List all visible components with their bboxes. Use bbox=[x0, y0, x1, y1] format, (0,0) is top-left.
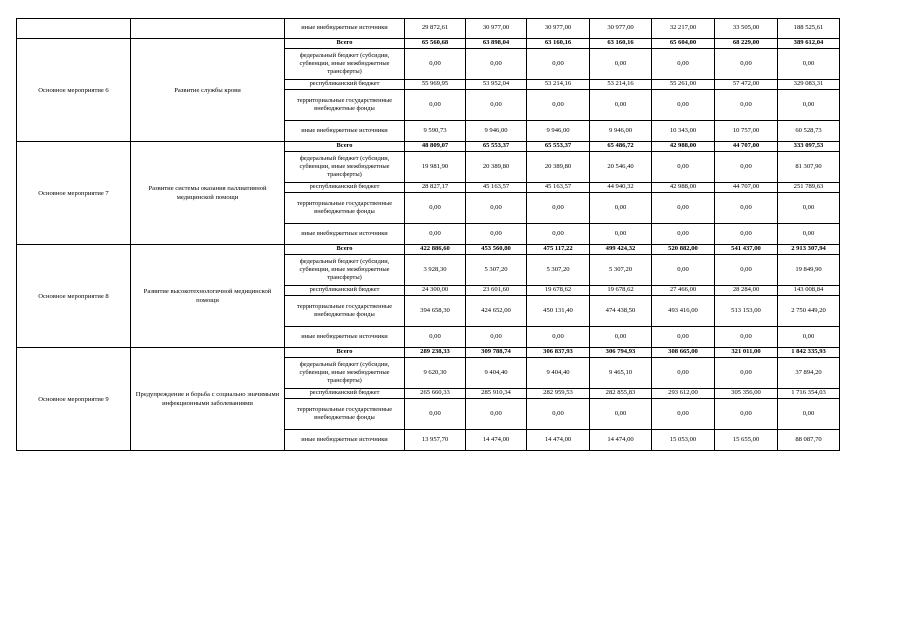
value-cell: 422 886,60 bbox=[405, 245, 466, 255]
value-cell: 305 356,00 bbox=[715, 389, 778, 399]
source-total: Всего bbox=[285, 39, 405, 49]
value-cell: 0,00 bbox=[466, 90, 527, 121]
value-cell: 0,00 bbox=[590, 224, 652, 245]
value-cell: 308 665,00 bbox=[652, 348, 715, 358]
table-row bbox=[17, 39, 840, 49]
value-cell: 27 466,00 bbox=[652, 286, 715, 296]
value-cell: 329 083,31 bbox=[778, 80, 840, 90]
value-cell: 1 716 354,03 bbox=[778, 389, 840, 399]
event-cell bbox=[17, 19, 131, 39]
value-cell: 53 952,04 bbox=[466, 80, 527, 90]
value-cell: 60 528,73 bbox=[778, 121, 840, 142]
value-cell: 19 849,90 bbox=[778, 255, 840, 286]
source-republic: республиканский бюджет bbox=[285, 286, 405, 296]
value-cell: 0,00 bbox=[715, 90, 778, 121]
value-cell: 0,00 bbox=[778, 327, 840, 348]
value-cell: 0,00 bbox=[405, 399, 466, 430]
value-cell: 0,00 bbox=[590, 49, 652, 80]
value-cell: 53 214,16 bbox=[590, 80, 652, 90]
value-cell: 14 474,00 bbox=[466, 430, 527, 451]
source-total: Всего bbox=[285, 142, 405, 152]
value-cell: 9 946,00 bbox=[527, 121, 590, 142]
value-cell: 45 163,57 bbox=[527, 183, 590, 193]
value-cell: 2 750 449,20 bbox=[778, 296, 840, 327]
value-cell: 9 404,40 bbox=[466, 358, 527, 389]
value-cell: 1 842 335,93 bbox=[778, 348, 840, 358]
value-cell: 0,00 bbox=[590, 193, 652, 224]
value-cell: 42 988,00 bbox=[652, 142, 715, 152]
value-cell: 321 011,00 bbox=[715, 348, 778, 358]
value-cell: 293 612,00 bbox=[652, 389, 715, 399]
value-cell: 44 707,00 bbox=[715, 183, 778, 193]
value-cell: 55 261,00 bbox=[652, 80, 715, 90]
event-title: Предупреждение и борьба с социально значимыми инфекционными заболеваниями bbox=[131, 348, 285, 451]
value-cell: 0,00 bbox=[527, 49, 590, 80]
value-cell: 0,00 bbox=[652, 327, 715, 348]
event-title: Развитие системы оказания паллиативной медицинской помощи bbox=[131, 142, 285, 245]
value-cell: 0,00 bbox=[466, 49, 527, 80]
value-cell: 0,00 bbox=[652, 90, 715, 121]
value-cell: 0,00 bbox=[527, 90, 590, 121]
value-cell: 9 590,73 bbox=[405, 121, 466, 142]
value-cell: 282 855,83 bbox=[590, 389, 652, 399]
value-cell: 5 307,20 bbox=[466, 255, 527, 286]
value-cell: 57 472,00 bbox=[715, 80, 778, 90]
event-title: Развитие службы крови bbox=[131, 39, 285, 142]
value-cell: 28 827,17 bbox=[405, 183, 466, 193]
value-cell: 520 882,00 bbox=[652, 245, 715, 255]
value-cell: 65 553,37 bbox=[527, 142, 590, 152]
value-cell: 0,00 bbox=[778, 193, 840, 224]
budget-table bbox=[16, 18, 840, 451]
event-name: Основное мероприятие 9 bbox=[17, 348, 131, 451]
value-cell: 265 660,33 bbox=[405, 389, 466, 399]
value-cell: 30 977,00 bbox=[466, 19, 527, 39]
value-cell: 394 658,30 bbox=[405, 296, 466, 327]
source-republic: республиканский бюджет bbox=[285, 183, 405, 193]
value-cell: 13 957,70 bbox=[405, 430, 466, 451]
value-cell: 0,00 bbox=[590, 399, 652, 430]
value-cell: 424 652,00 bbox=[466, 296, 527, 327]
value-cell: 29 872,61 bbox=[405, 19, 466, 39]
value-cell: 251 789,63 bbox=[778, 183, 840, 193]
value-cell: 0,00 bbox=[405, 49, 466, 80]
value-cell: 3 928,30 bbox=[405, 255, 466, 286]
event-name: Основное мероприятие 7 bbox=[17, 142, 131, 245]
value-cell: 15 053,00 bbox=[652, 430, 715, 451]
value-cell: 333 097,53 bbox=[778, 142, 840, 152]
value-cell: 0,00 bbox=[527, 399, 590, 430]
value-cell: 33 505,00 bbox=[715, 19, 778, 39]
value-cell: 0,00 bbox=[466, 399, 527, 430]
source-federal: федеральный бюджет (субсидии, субвенции, иные межбюджетные трансферты) bbox=[285, 255, 405, 286]
value-cell: 20 389,80 bbox=[466, 152, 527, 183]
value-cell: 20 546,40 bbox=[590, 152, 652, 183]
value-cell: 65 486,72 bbox=[590, 142, 652, 152]
source-other: иные внебюджетные источники bbox=[285, 224, 405, 245]
value-cell: 474 438,50 bbox=[590, 296, 652, 327]
value-cell: 63 898,04 bbox=[466, 39, 527, 49]
table-row bbox=[17, 245, 840, 255]
value-cell: 453 560,80 bbox=[466, 245, 527, 255]
source-federal: федеральный бюджет (субсидии, субвенции, иные межбюджетные трансферты) bbox=[285, 152, 405, 183]
value-cell: 15 655,00 bbox=[715, 430, 778, 451]
value-cell: 0,00 bbox=[590, 90, 652, 121]
value-cell: 44 940,32 bbox=[590, 183, 652, 193]
source-total: Всего bbox=[285, 348, 405, 358]
source-territorial: территориальные государственные внебюджетные фонды bbox=[285, 90, 405, 121]
value-cell: 88 087,70 bbox=[778, 430, 840, 451]
value-cell: 42 988,00 bbox=[652, 183, 715, 193]
value-cell: 9 946,00 bbox=[466, 121, 527, 142]
value-cell: 0,00 bbox=[715, 152, 778, 183]
value-cell: 450 131,40 bbox=[527, 296, 590, 327]
value-cell: 0,00 bbox=[527, 224, 590, 245]
budget-table-sheet bbox=[16, 18, 840, 451]
table-row bbox=[17, 142, 840, 152]
value-cell: 9 620,30 bbox=[405, 358, 466, 389]
value-cell: 0,00 bbox=[405, 90, 466, 121]
value-cell: 2 913 307,94 bbox=[778, 245, 840, 255]
value-cell: 0,00 bbox=[778, 90, 840, 121]
source-republic: республиканский бюджет bbox=[285, 389, 405, 399]
value-cell: 0,00 bbox=[527, 193, 590, 224]
source-other: иные внебюджетные источники bbox=[285, 19, 405, 39]
source-territorial: территориальные государственные внебюджетные фонды bbox=[285, 296, 405, 327]
value-cell: 0,00 bbox=[715, 399, 778, 430]
value-cell: 24 300,00 bbox=[405, 286, 466, 296]
source-other: иные внебюджетные источники bbox=[285, 327, 405, 348]
source-federal: федеральный бюджет (субсидии, субвенции, иные межбюджетные трансферты) bbox=[285, 49, 405, 80]
value-cell: 0,00 bbox=[778, 399, 840, 430]
value-cell: 0,00 bbox=[652, 358, 715, 389]
value-cell: 493 416,00 bbox=[652, 296, 715, 327]
value-cell: 81 307,90 bbox=[778, 152, 840, 183]
value-cell: 19 981,90 bbox=[405, 152, 466, 183]
value-cell: 30 977,00 bbox=[590, 19, 652, 39]
source-other: иные внебюджетные источники bbox=[285, 430, 405, 451]
value-cell: 9 404,40 bbox=[527, 358, 590, 389]
value-cell: 20 389,80 bbox=[527, 152, 590, 183]
value-cell: 19 678,62 bbox=[527, 286, 590, 296]
source-federal: федеральный бюджет (субсидии, субвенции, иные межбюджетные трансферты) bbox=[285, 358, 405, 389]
value-cell: 0,00 bbox=[652, 399, 715, 430]
value-cell: 0,00 bbox=[715, 358, 778, 389]
event-name: Основное мероприятие 8 bbox=[17, 245, 131, 348]
value-cell: 32 217,00 bbox=[652, 19, 715, 39]
value-cell: 389 612,04 bbox=[778, 39, 840, 49]
value-cell: 0,00 bbox=[778, 49, 840, 80]
table-row bbox=[17, 348, 840, 358]
value-cell: 0,00 bbox=[405, 193, 466, 224]
value-cell: 19 678,62 bbox=[590, 286, 652, 296]
value-cell: 475 117,22 bbox=[527, 245, 590, 255]
value-cell: 541 437,00 bbox=[715, 245, 778, 255]
value-cell: 306 794,93 bbox=[590, 348, 652, 358]
value-cell: 0,00 bbox=[778, 224, 840, 245]
value-cell: 188 525,61 bbox=[778, 19, 840, 39]
value-cell: 282 959,53 bbox=[527, 389, 590, 399]
value-cell: 0,00 bbox=[405, 327, 466, 348]
value-cell: 5 307,20 bbox=[527, 255, 590, 286]
value-cell: 10 757,00 bbox=[715, 121, 778, 142]
source-total: Всего bbox=[285, 245, 405, 255]
value-cell: 0,00 bbox=[652, 193, 715, 224]
value-cell: 289 238,33 bbox=[405, 348, 466, 358]
value-cell: 10 343,00 bbox=[652, 121, 715, 142]
table-row bbox=[17, 19, 840, 39]
value-cell: 48 809,07 bbox=[405, 142, 466, 152]
value-cell: 63 160,16 bbox=[527, 39, 590, 49]
value-cell: 0,00 bbox=[652, 255, 715, 286]
value-cell: 14 474,00 bbox=[590, 430, 652, 451]
event-name: Основное мероприятие 6 bbox=[17, 39, 131, 142]
source-other: иные внебюджетные источники bbox=[285, 121, 405, 142]
value-cell: 0,00 bbox=[715, 224, 778, 245]
value-cell: 0,00 bbox=[715, 327, 778, 348]
value-cell: 0,00 bbox=[652, 152, 715, 183]
value-cell: 44 707,00 bbox=[715, 142, 778, 152]
value-cell: 53 214,16 bbox=[527, 80, 590, 90]
value-cell: 28 284,00 bbox=[715, 286, 778, 296]
value-cell: 0,00 bbox=[715, 193, 778, 224]
source-territorial: территориальные государственные внебюджетные фонды bbox=[285, 193, 405, 224]
value-cell: 0,00 bbox=[652, 49, 715, 80]
value-cell: 0,00 bbox=[527, 327, 590, 348]
value-cell: 0,00 bbox=[652, 224, 715, 245]
value-cell: 68 229,00 bbox=[715, 39, 778, 49]
value-cell: 30 977,00 bbox=[527, 19, 590, 39]
value-cell: 0,00 bbox=[590, 327, 652, 348]
value-cell: 63 160,16 bbox=[590, 39, 652, 49]
value-cell: 499 424,32 bbox=[590, 245, 652, 255]
value-cell: 23 601,60 bbox=[466, 286, 527, 296]
source-republic: республиканский бюджет bbox=[285, 80, 405, 90]
value-cell: 45 163,57 bbox=[466, 183, 527, 193]
value-cell: 55 969,95 bbox=[405, 80, 466, 90]
value-cell: 309 788,74 bbox=[466, 348, 527, 358]
source-territorial: территориальные государственные внебюджетные фонды bbox=[285, 399, 405, 430]
value-cell: 65 560,68 bbox=[405, 39, 466, 49]
value-cell: 65 604,00 bbox=[652, 39, 715, 49]
value-cell: 9 946,00 bbox=[590, 121, 652, 142]
value-cell: 0,00 bbox=[405, 224, 466, 245]
value-cell: 0,00 bbox=[466, 327, 527, 348]
value-cell: 0,00 bbox=[466, 193, 527, 224]
value-cell: 513 153,00 bbox=[715, 296, 778, 327]
value-cell: 306 837,93 bbox=[527, 348, 590, 358]
event-title: Развитие высокотехнологичной медицинской помощи bbox=[131, 245, 285, 348]
value-cell: 9 465,10 bbox=[590, 358, 652, 389]
title-cell bbox=[131, 19, 285, 39]
value-cell: 0,00 bbox=[466, 224, 527, 245]
value-cell: 65 553,37 bbox=[466, 142, 527, 152]
value-cell: 143 008,84 bbox=[778, 286, 840, 296]
value-cell: 5 307,20 bbox=[590, 255, 652, 286]
value-cell: 0,00 bbox=[715, 255, 778, 286]
value-cell: 285 910,34 bbox=[466, 389, 527, 399]
value-cell: 0,00 bbox=[715, 49, 778, 80]
value-cell: 14 474,00 bbox=[527, 430, 590, 451]
value-cell: 37 894,20 bbox=[778, 358, 840, 389]
